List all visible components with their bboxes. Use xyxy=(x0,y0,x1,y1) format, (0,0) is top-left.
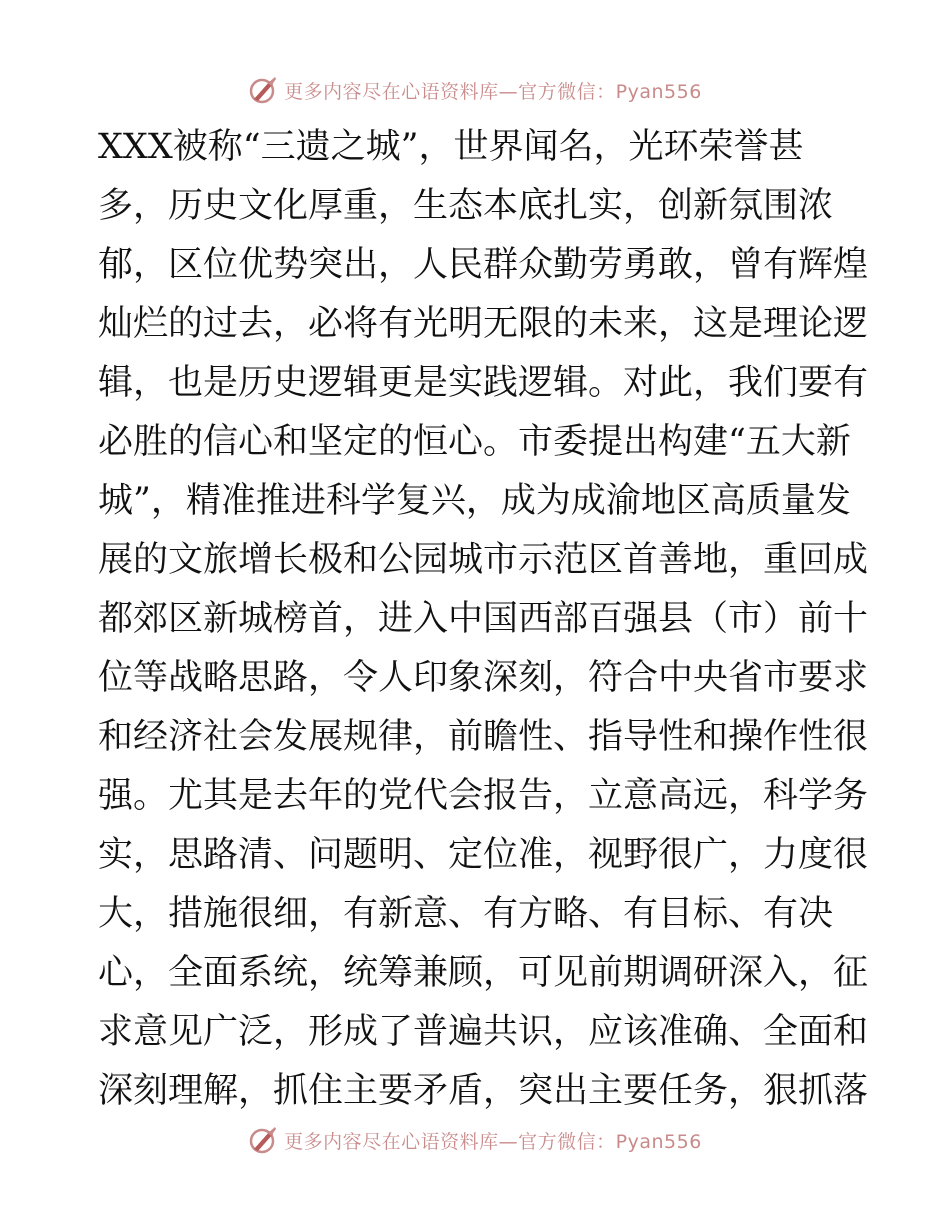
body-line: 都郊区新城榜首，进入中国西部百强县（市）前十 xyxy=(98,599,869,639)
feather-pen-logo-icon xyxy=(248,75,278,105)
footer-banner xyxy=(0,1120,950,1160)
document-body xyxy=(98,118,869,1121)
body-line: 灿烂的过去，必将有光明无限的未来，这是理论逻 xyxy=(98,304,869,344)
body-line: 必胜的信心和坚定的恒心。市委提出构建“五大新 xyxy=(98,422,851,462)
body-line: 实，思路清、问题明、定位准，视野很广，力度很 xyxy=(98,835,869,875)
header-banner-text: 更多内容尽在心语资料库—官方微信：Pyan556 xyxy=(284,80,702,103)
body-line: 多，历史文化厚重，生态本底扎实，创新氛围浓 xyxy=(98,186,834,226)
body-line: 深刻理解，抓住主要矛盾，突出主要任务，狠抓落 xyxy=(98,1071,869,1111)
body-line: 位等战略思路，令人印象深刻，符合中央省市要求 xyxy=(98,658,869,698)
body-line: 展的文旅增长极和公园城市示范区首善地，重回成 xyxy=(98,540,869,580)
header-banner xyxy=(0,70,950,110)
feather-pen-logo-icon xyxy=(248,1125,278,1155)
body-line: 心，全面系统，统筹兼顾，可见前期调研深入，征 xyxy=(98,953,869,993)
body-line: 城”，精准推进科学复兴，成为成渝地区高质量发 xyxy=(98,481,851,521)
body-line: 郁，区位优势突出，人民群众勤劳勇敢，曾有辉煌 xyxy=(98,245,869,285)
body-line: 强。尤其是去年的党代会报告，立意高远，科学务 xyxy=(98,776,869,816)
body-line: 和经济社会发展规律，前瞻性、指导性和操作性很 xyxy=(98,717,869,757)
body-line: 辑，也是历史逻辑更是实践逻辑。对此，我们要有 xyxy=(98,363,869,403)
footer-banner-text: 更多内容尽在心语资料库—官方微信：Pyan556 xyxy=(284,1130,702,1153)
body-line: 大，措施很细，有新意、有方略、有目标、有决 xyxy=(98,894,834,934)
body-line: XXX被称“三遗之城”，世界闻名，光环荣誉甚 xyxy=(98,127,804,167)
body-line: 求意见广泛，形成了普遍共识，应该准确、全面和 xyxy=(98,1012,869,1052)
